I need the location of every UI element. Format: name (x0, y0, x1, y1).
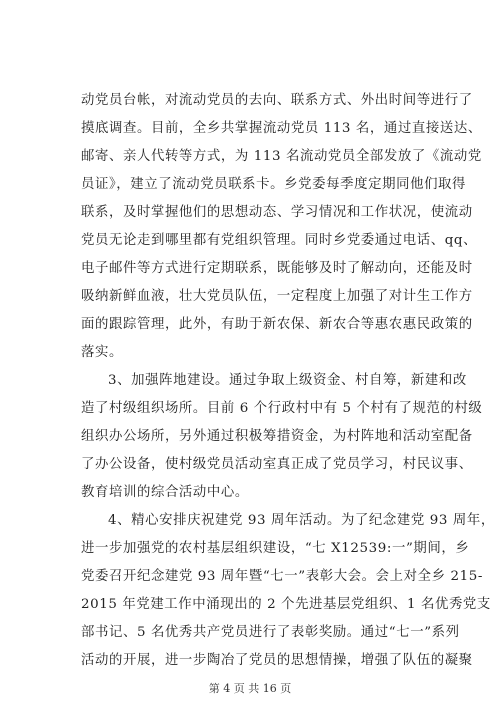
text-line: 员证》，建立了流动党员联系卡。乡党委每季度定期同他们取得 (81, 177, 467, 192)
page-footer: 第 4 页 共 16 页 (208, 682, 292, 695)
text-line: 面的跟踪管理，此外，有助于新农保、新农合等惠农惠民政策的 (81, 317, 473, 332)
text-line: 部书记、5 名优秀共产党员进行了表彰奖励。通过“七一”系列 (81, 625, 460, 640)
text-line: 摸底调查。目前，全乡共掌握流动党员 113 名，通过直接送达、 (81, 121, 482, 136)
text-line: 联系，及时掌握他们的思想动态、学习情况和工作状况，使流动 (81, 205, 473, 220)
text-line: 教育培训的综合活动中心。 (81, 485, 249, 500)
paragraph-heading-line: 4、精心安排庆祝建党 93 周年活动。为了纪念建党 93 周年， (108, 513, 495, 528)
text-line: 党委召开纪念建党 93 周年暨“七一”表彰大会。会上对全乡 215- (81, 569, 483, 584)
text-line: 造了村级组织场所。目前 6 个行政村中有 5 个村有了规范的村级 (81, 401, 483, 416)
paragraph-heading-line: 3、加强阵地建设。通过争取上级资金、村自筹，新建和改 (108, 373, 467, 388)
text-line: 电子邮件等方式进行定期联系，既能够及时了解动向，还能及时 (81, 261, 473, 276)
text-line: 动党员台帐，对流动党员的去向、联系方式、外出时间等进行了 (81, 93, 473, 108)
text-line: 2015 年党建工作中涌现出的 2 个先进基层党组织、1 名优秀党支 (81, 597, 491, 612)
text-line: 吸纳新鲜血液，壮大党员队伍，一定程度上加强了对计生工作方 (81, 289, 473, 304)
text-line: 进一步加强党的农村基层组织建设，“七 X12539:一”期间，乡 (81, 541, 470, 556)
text-line: 了办公设备，使村级党员活动室真正成了党员学习，村民议事、 (81, 457, 473, 472)
text-line: 组织办公场所，另外通过积极筹措资金，为村阵地和活动室配备 (81, 429, 473, 444)
text-line: 活动的开展，进一步陶冶了党员的思想情操，增强了队伍的凝聚 (81, 653, 473, 668)
text-line: 落实。 (81, 345, 123, 360)
text-line: 邮寄、亲人代转等方式，为 113 名流动党员全部发放了《流动党 (81, 149, 482, 164)
text-line: 党员无论走到哪里都有党组织管理。同时乡党委通过电话、qq、 (81, 233, 478, 248)
